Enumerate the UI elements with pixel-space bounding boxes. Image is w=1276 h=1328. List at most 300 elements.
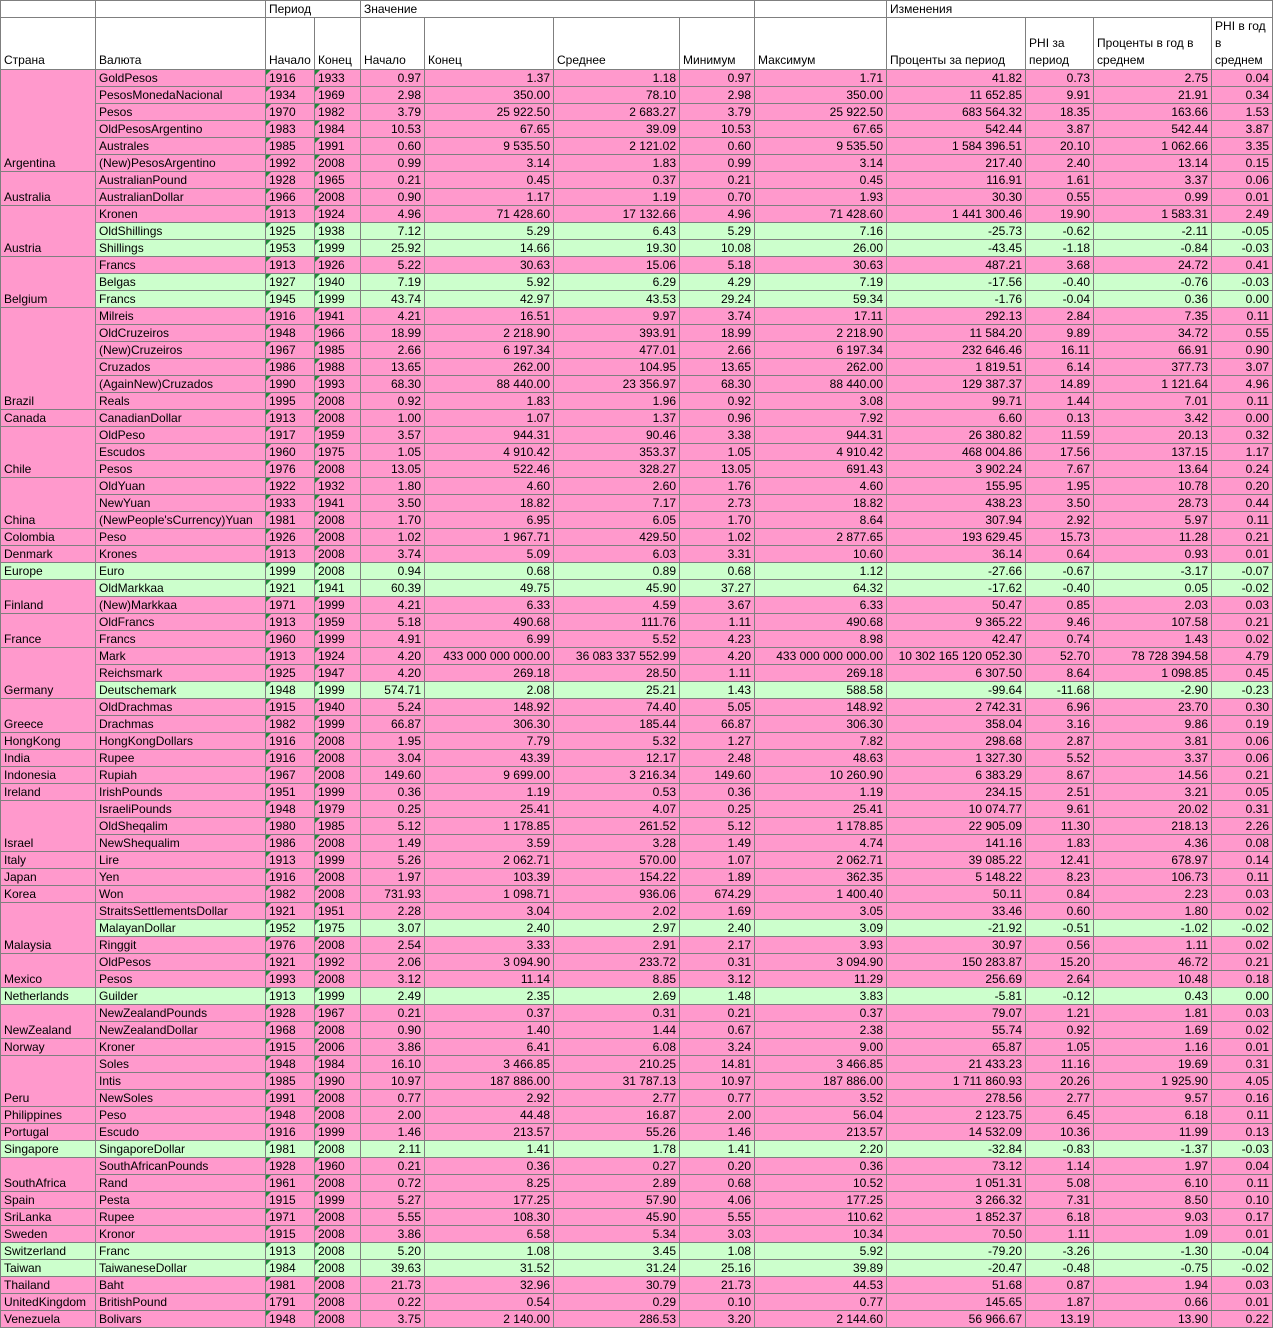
average-cell: 25.21: [554, 682, 680, 699]
phi-period-cell: 9.61: [1026, 801, 1094, 818]
end-year-cell: 2008: [315, 733, 361, 750]
end-year-cell: 2008: [315, 835, 361, 852]
table-row: [1, 1192, 1273, 1209]
table-row: [1, 172, 1273, 189]
average-cell: 477.01: [554, 342, 680, 359]
percent-year-cell: 1.09: [1094, 1226, 1212, 1243]
value-start-cell: 4.20: [361, 648, 425, 665]
currency-cell: NewShequalim: [96, 835, 266, 852]
average-cell: 1.96: [554, 393, 680, 410]
maximum-cell: 4.60: [755, 478, 887, 495]
end-year-cell: 1985: [315, 342, 361, 359]
end-year-cell: 1941: [315, 308, 361, 325]
end-year-cell: 1932: [315, 478, 361, 495]
start-year-cell: 1791: [266, 1294, 315, 1311]
maximum-cell: 1 178.85: [755, 818, 887, 835]
value-start-cell: 39.63: [361, 1260, 425, 1277]
percent-period-cell: 51.68: [887, 1277, 1026, 1294]
maximum-cell: 3.52: [755, 1090, 887, 1107]
average-cell: 1.83: [554, 155, 680, 172]
value-start-cell: 4.91: [361, 631, 425, 648]
phi-year-cell: 3.87: [1212, 121, 1273, 138]
start-year-cell: 1960: [266, 631, 315, 648]
average-cell: 57.90: [554, 1192, 680, 1209]
end-year-cell: 1938: [315, 223, 361, 240]
end-year-cell: 1960: [315, 1158, 361, 1175]
start-year-cell: 1913: [266, 206, 315, 223]
maximum-cell: 2.20: [755, 1141, 887, 1158]
average-cell: 17 132.66: [554, 206, 680, 223]
start-year-cell: 1991: [266, 1090, 315, 1107]
value-start-cell: 5.12: [361, 818, 425, 835]
minimum-cell: 1.49: [680, 835, 755, 852]
percent-year-cell: 2.03: [1094, 597, 1212, 614]
country-cell: France: [1, 614, 96, 648]
phi-year-cell: 0.11: [1212, 393, 1273, 410]
country-cell: Singapore: [1, 1141, 96, 1158]
end-year-cell: 1999: [315, 631, 361, 648]
value-end-cell: 944.31: [425, 427, 554, 444]
minimum-cell: 0.60: [680, 138, 755, 155]
minimum-cell: 2.00: [680, 1107, 755, 1124]
value-start-cell: 4.21: [361, 308, 425, 325]
table-row: [1, 1158, 1273, 1175]
phi-year-cell: 0.17: [1212, 1209, 1273, 1226]
percent-year-cell: 2.75: [1094, 70, 1212, 87]
phi-period-cell: -0.12: [1026, 988, 1094, 1005]
average-cell: 261.52: [554, 818, 680, 835]
country-cell: Argentina: [1, 70, 96, 172]
value-start-cell: 0.90: [361, 189, 425, 206]
end-year-cell: 2008: [315, 1294, 361, 1311]
minimum-cell: 3.67: [680, 597, 755, 614]
phi-year-cell: 0.30: [1212, 699, 1273, 716]
percent-period-cell: 11 652.85: [887, 87, 1026, 104]
value-start-cell: 1.46: [361, 1124, 425, 1141]
phi-period-cell: 0.92: [1026, 1022, 1094, 1039]
currency-cell: OldMarkkaa: [96, 580, 266, 597]
percent-period-cell: 358.04: [887, 716, 1026, 733]
value-end-cell: 2.92: [425, 1090, 554, 1107]
percent-year-cell: 6.18: [1094, 1107, 1212, 1124]
table-row: [1, 801, 1273, 818]
start-year-cell: 1916: [266, 70, 315, 87]
phi-year-cell: 4.79: [1212, 648, 1273, 665]
minimum-cell: 0.99: [680, 155, 755, 172]
percent-year-cell: 46.72: [1094, 954, 1212, 971]
value-end-cell: 44.48: [425, 1107, 554, 1124]
table-row: [1, 342, 1273, 359]
country-cell: Netherlands: [1, 988, 96, 1005]
value-end-cell: 71 428.60: [425, 206, 554, 223]
value-end-cell: 213.57: [425, 1124, 554, 1141]
minimum-cell: 1.27: [680, 733, 755, 750]
minimum-cell: 4.06: [680, 1192, 755, 1209]
percent-year-cell: 3.42: [1094, 410, 1212, 427]
start-year-cell: 1913: [266, 988, 315, 1005]
percent-period-cell: 2 742.31: [887, 699, 1026, 716]
start-year-cell: 1916: [266, 750, 315, 767]
minimum-cell: 5.18: [680, 257, 755, 274]
maximum-cell: 48.63: [755, 750, 887, 767]
table-row: [1, 1022, 1273, 1039]
value-start-cell: 68.30: [361, 376, 425, 393]
phi-year-cell: 0.03: [1212, 886, 1273, 903]
percent-year-cell: 28.73: [1094, 495, 1212, 512]
value-start-cell: 10.53: [361, 121, 425, 138]
currency-cell: Kroner: [96, 1039, 266, 1056]
phi-period-cell: 1.83: [1026, 835, 1094, 852]
phi-year-cell: 0.21: [1212, 954, 1273, 971]
phi-year-cell: 0.18: [1212, 971, 1273, 988]
percent-year-cell: 66.91: [1094, 342, 1212, 359]
value-start-cell: 2.54: [361, 937, 425, 954]
table-row: [1, 376, 1273, 393]
value-start-cell: 0.21: [361, 172, 425, 189]
country-cell: Colombia: [1, 529, 96, 546]
average-cell: 154.22: [554, 869, 680, 886]
phi-year-cell: 0.02: [1212, 903, 1273, 920]
maximum-cell: 10.52: [755, 1175, 887, 1192]
table-row: [1, 1277, 1273, 1294]
percent-year-cell: 1.97: [1094, 1158, 1212, 1175]
start-year-cell: 1968: [266, 1022, 315, 1039]
table-row: [1, 784, 1273, 801]
phi-year-cell: 0.02: [1212, 1022, 1273, 1039]
value-start-cell: 13.65: [361, 359, 425, 376]
value-start-cell: 3.86: [361, 1226, 425, 1243]
minimum-cell: 3.38: [680, 427, 755, 444]
minimum-cell: 0.21: [680, 1005, 755, 1022]
phi-period-cell: 0.87: [1026, 1277, 1094, 1294]
value-end-cell: 3.33: [425, 937, 554, 954]
phi-year-cell: -0.03: [1212, 274, 1273, 291]
table-body: [1, 70, 1273, 1328]
phi-period-cell: -0.04: [1026, 291, 1094, 308]
currency-cell: Pesta: [96, 1192, 266, 1209]
header-percent-year: Проценты в год в среднем: [1094, 18, 1212, 70]
currency-cell: (New)PesosArgentino: [96, 155, 266, 172]
percent-year-cell: 78 728 394.58: [1094, 648, 1212, 665]
value-start-cell: 4.96: [361, 206, 425, 223]
phi-period-cell: 6.45: [1026, 1107, 1094, 1124]
value-start-cell: 0.92: [361, 393, 425, 410]
minimum-cell: 5.05: [680, 699, 755, 716]
value-start-cell: 2.66: [361, 342, 425, 359]
phi-year-cell: 2.26: [1212, 818, 1273, 835]
table-row: [1, 1260, 1273, 1277]
end-year-cell: 2006: [315, 1039, 361, 1056]
currency-cell: NewZealandDollar: [96, 1022, 266, 1039]
percent-period-cell: 292.13: [887, 308, 1026, 325]
value-end-cell: 1.41: [425, 1141, 554, 1158]
end-year-cell: 2008: [315, 563, 361, 580]
percent-year-cell: 1.43: [1094, 631, 1212, 648]
end-year-cell: 1991: [315, 138, 361, 155]
minimum-cell: 2.73: [680, 495, 755, 512]
percent-period-cell: 3 266.32: [887, 1192, 1026, 1209]
country-cell: Portugal: [1, 1124, 96, 1141]
maximum-cell: 177.25: [755, 1192, 887, 1209]
value-end-cell: 490.68: [425, 614, 554, 631]
phi-year-cell: 0.10: [1212, 1192, 1273, 1209]
phi-year-cell: 0.11: [1212, 1107, 1273, 1124]
percent-period-cell: 683 564.32: [887, 104, 1026, 121]
currency-cell: TaiwaneseDollar: [96, 1260, 266, 1277]
minimum-cell: 0.97: [680, 70, 755, 87]
value-end-cell: 67.65: [425, 121, 554, 138]
end-year-cell: 1940: [315, 699, 361, 716]
value-end-cell: 25 922.50: [425, 104, 554, 121]
phi-year-cell: 0.11: [1212, 512, 1273, 529]
minimum-cell: 0.36: [680, 784, 755, 801]
maximum-cell: 88 440.00: [755, 376, 887, 393]
currency-cell: Bolivars: [96, 1311, 266, 1328]
maximum-cell: 7.92: [755, 410, 887, 427]
value-end-cell: 1 098.71: [425, 886, 554, 903]
maximum-cell: 10 260.90: [755, 767, 887, 784]
phi-year-cell: 0.01: [1212, 1039, 1273, 1056]
average-cell: 39.09: [554, 121, 680, 138]
value-end-cell: 5.09: [425, 546, 554, 563]
percent-period-cell: 1 584 396.51: [887, 138, 1026, 155]
table-row: [1, 563, 1273, 580]
start-year-cell: 1981: [266, 1277, 315, 1294]
value-end-cell: 269.18: [425, 665, 554, 682]
phi-period-cell: -0.48: [1026, 1260, 1094, 1277]
header-maximum: Максимум: [755, 18, 887, 70]
start-year-cell: 1993: [266, 971, 315, 988]
end-year-cell: 1990: [315, 1073, 361, 1090]
maximum-cell: 59.34: [755, 291, 887, 308]
percent-year-cell: 0.43: [1094, 988, 1212, 1005]
minimum-cell: 25.16: [680, 1260, 755, 1277]
phi-period-cell: 7.67: [1026, 461, 1094, 478]
start-year-cell: 1933: [266, 495, 315, 512]
phi-year-cell: 4.05: [1212, 1073, 1273, 1090]
value-end-cell: 4.60: [425, 478, 554, 495]
currency-cell: BritishPound: [96, 1294, 266, 1311]
table-row: [1, 104, 1273, 121]
average-cell: 353.37: [554, 444, 680, 461]
end-year-cell: 1999: [315, 291, 361, 308]
phi-year-cell: 0.00: [1212, 291, 1273, 308]
currency-cell: Rupee: [96, 750, 266, 767]
start-year-cell: 1948: [266, 1311, 315, 1328]
country-cell: Europe: [1, 563, 96, 580]
table-row: [1, 716, 1273, 733]
start-year-cell: 1982: [266, 886, 315, 903]
table-row: [1, 1226, 1273, 1243]
maximum-cell: 433 000 000 000.00: [755, 648, 887, 665]
minimum-cell: 1.76: [680, 478, 755, 495]
percent-period-cell: 307.94: [887, 512, 1026, 529]
percent-year-cell: 1.16: [1094, 1039, 1212, 1056]
value-end-cell: 2.08: [425, 682, 554, 699]
start-year-cell: 1970: [266, 104, 315, 121]
start-year-cell: 1916: [266, 308, 315, 325]
percent-year-cell: 0.99: [1094, 189, 1212, 206]
phi-period-cell: 0.64: [1026, 546, 1094, 563]
phi-period-cell: 1.05: [1026, 1039, 1094, 1056]
value-start-cell: 5.18: [361, 614, 425, 631]
phi-year-cell: 0.45: [1212, 665, 1273, 682]
minimum-cell: 37.27: [680, 580, 755, 597]
value-start-cell: 2.28: [361, 903, 425, 920]
table-row: [1, 852, 1273, 869]
average-cell: 4.59: [554, 597, 680, 614]
end-year-cell: 2008: [315, 1022, 361, 1039]
minimum-cell: 5.29: [680, 223, 755, 240]
phi-year-cell: 0.11: [1212, 308, 1273, 325]
value-end-cell: 350.00: [425, 87, 554, 104]
start-year-cell: 1966: [266, 189, 315, 206]
average-cell: 2 683.27: [554, 104, 680, 121]
currency-cell: Guilder: [96, 988, 266, 1005]
minimum-cell: 1.48: [680, 988, 755, 1005]
country-cell: Venezuela: [1, 1311, 96, 1328]
maximum-cell: 44.53: [755, 1277, 887, 1294]
maximum-cell: 30.63: [755, 257, 887, 274]
minimum-cell: 29.24: [680, 291, 755, 308]
currency-cell: AustralianDollar: [96, 189, 266, 206]
country-cell: Belgium: [1, 257, 96, 308]
start-year-cell: 1913: [266, 257, 315, 274]
maximum-cell: 588.58: [755, 682, 887, 699]
table-row: [1, 512, 1273, 529]
table-row: [1, 1039, 1273, 1056]
minimum-cell: 1.41: [680, 1141, 755, 1158]
start-year-cell: 1980: [266, 818, 315, 835]
end-year-cell: 1999: [315, 784, 361, 801]
value-start-cell: 0.77: [361, 1090, 425, 1107]
percent-period-cell: 55.74: [887, 1022, 1026, 1039]
table-row: [1, 121, 1273, 138]
percent-year-cell: 542.44: [1094, 121, 1212, 138]
phi-year-cell: 0.01: [1212, 1294, 1273, 1311]
minimum-cell: 0.67: [680, 1022, 755, 1039]
maximum-cell: 0.37: [755, 1005, 887, 1022]
phi-year-cell: -0.02: [1212, 920, 1273, 937]
table-row: [1, 665, 1273, 682]
currency-cell: Deutschemark: [96, 682, 266, 699]
value-start-cell: 3.79: [361, 104, 425, 121]
percent-period-cell: -1.76: [887, 291, 1026, 308]
value-end-cell: 31.52: [425, 1260, 554, 1277]
average-cell: 2.97: [554, 920, 680, 937]
average-cell: 36 083 337 552.99: [554, 648, 680, 665]
average-cell: 111.76: [554, 614, 680, 631]
phi-year-cell: -0.04: [1212, 1243, 1273, 1260]
maximum-cell: 110.62: [755, 1209, 887, 1226]
minimum-cell: 3.31: [680, 546, 755, 563]
country-cell: Denmark: [1, 546, 96, 563]
currency-cell: HongKongDollars: [96, 733, 266, 750]
minimum-cell: 3.20: [680, 1311, 755, 1328]
phi-period-cell: 9.46: [1026, 614, 1094, 631]
percent-year-cell: 678.97: [1094, 852, 1212, 869]
percent-year-cell: -0.75: [1094, 1260, 1212, 1277]
average-cell: 31.24: [554, 1260, 680, 1277]
percent-period-cell: 145.65: [887, 1294, 1026, 1311]
value-start-cell: 5.24: [361, 699, 425, 716]
percent-year-cell: 13.64: [1094, 461, 1212, 478]
percent-year-cell: -3.17: [1094, 563, 1212, 580]
value-end-cell: 88 440.00: [425, 376, 554, 393]
minimum-cell: 2.98: [680, 87, 755, 104]
phi-period-cell: 3.50: [1026, 495, 1094, 512]
value-end-cell: 2 218.90: [425, 325, 554, 342]
phi-year-cell: 1.53: [1212, 104, 1273, 121]
currency-cell: Escudos: [96, 444, 266, 461]
maximum-cell: 39.89: [755, 1260, 887, 1277]
table-row: [1, 869, 1273, 886]
start-year-cell: 1948: [266, 1107, 315, 1124]
currency-cell: Krones: [96, 546, 266, 563]
percent-period-cell: 9 365.22: [887, 614, 1026, 631]
header-end-year: Конец: [315, 18, 361, 70]
percent-year-cell: -2.11: [1094, 223, 1212, 240]
percent-period-cell: 26 380.82: [887, 427, 1026, 444]
percent-period-cell: 42.47: [887, 631, 1026, 648]
percent-period-cell: 150 283.87: [887, 954, 1026, 971]
end-year-cell: 2008: [315, 1243, 361, 1260]
phi-period-cell: 7.31: [1026, 1192, 1094, 1209]
value-start-cell: 0.36: [361, 784, 425, 801]
phi-year-cell: 0.02: [1212, 631, 1273, 648]
currency-cell: (NewPeople'sCurrency)Yuan: [96, 512, 266, 529]
start-year-cell: 1934: [266, 87, 315, 104]
currency-cell: Rupiah: [96, 767, 266, 784]
country-cell: Germany: [1, 648, 96, 699]
phi-period-cell: 0.74: [1026, 631, 1094, 648]
phi-period-cell: -0.83: [1026, 1141, 1094, 1158]
start-year-cell: 1999: [266, 563, 315, 580]
phi-year-cell: 0.24: [1212, 461, 1273, 478]
table-row: [1, 359, 1273, 376]
percent-period-cell: 6 307.50: [887, 665, 1026, 682]
end-year-cell: 1984: [315, 1056, 361, 1073]
value-start-cell: 0.60: [361, 138, 425, 155]
percent-period-cell: 50.47: [887, 597, 1026, 614]
percent-year-cell: 4.36: [1094, 835, 1212, 852]
percent-period-cell: -99.64: [887, 682, 1026, 699]
percent-period-cell: 1 711 860.93: [887, 1073, 1026, 1090]
average-cell: 1.18: [554, 70, 680, 87]
start-year-cell: 1915: [266, 699, 315, 716]
value-end-cell: 3 466.85: [425, 1056, 554, 1073]
average-cell: 1.78: [554, 1141, 680, 1158]
currency-cell: Francs: [96, 291, 266, 308]
value-start-cell: 60.39: [361, 580, 425, 597]
start-year-cell: 1984: [266, 1260, 315, 1277]
maximum-cell: 8.64: [755, 512, 887, 529]
minimum-cell: 2.66: [680, 342, 755, 359]
phi-year-cell: 0.06: [1212, 733, 1273, 750]
phi-period-cell: 15.20: [1026, 954, 1094, 971]
value-end-cell: 0.68: [425, 563, 554, 580]
currency-cell: Escudo: [96, 1124, 266, 1141]
start-year-cell: 1945: [266, 291, 315, 308]
average-cell: 0.37: [554, 172, 680, 189]
table-row: [1, 1124, 1273, 1141]
phi-year-cell: 2.49: [1212, 206, 1273, 223]
start-year-cell: 1948: [266, 682, 315, 699]
currency-cell: Belgas: [96, 274, 266, 291]
table-row: [1, 325, 1273, 342]
table-row: [1, 750, 1273, 767]
currency-cell: OldPesos: [96, 954, 266, 971]
